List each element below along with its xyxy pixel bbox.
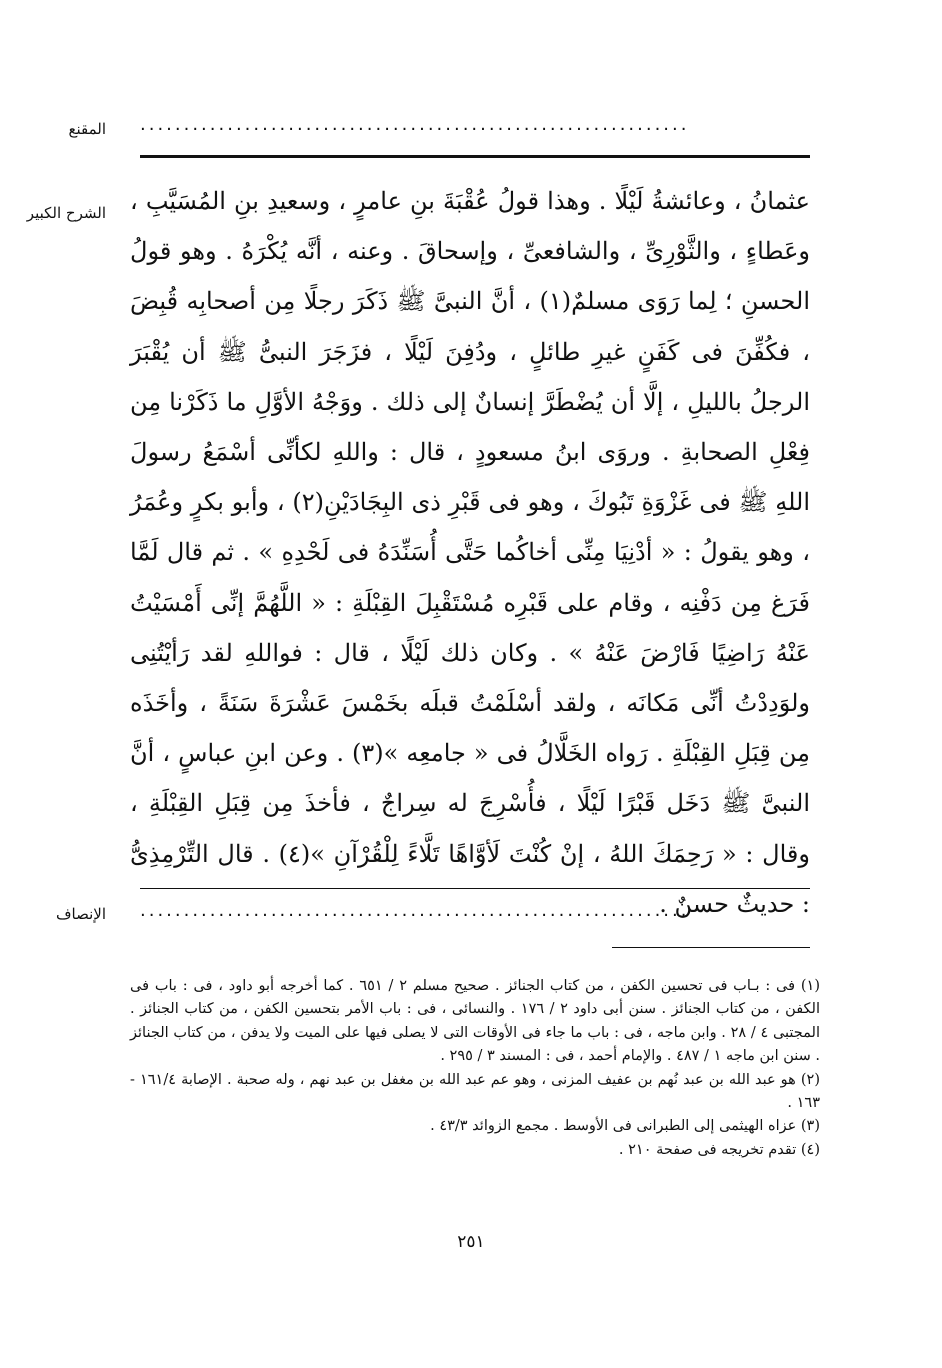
footnote-4: (٤) تقدم تخريجه فى صفحة ٢١٠ . — [618, 1141, 820, 1158]
section-divider — [140, 888, 810, 889]
footnote-1: (١) فى : بـاب فى تحسين الكفن ، من كتاب الجنائز . صحيح مسلم ٢ / ٦٥١ . كما أخرجه أبو داود ، فى : باب فى الكفن ، من كتاب الجنائز . سنن أبى داود ٢ / ١٧٦ . والنسائى ، فى : باب الأمر بتحسين الكفن ، من كتاب الجنائز . المجتبى ٤ / ٢٨ . وابن ماجه ، فى : باب ما جاء فى الأوقات التى لا يصلى فيها على الميت ولا يدفن ، من كتاب الجنائز . سنن ابن ماجه ١ / ٤٨٧ . والإمام أحمد ، فى : المسند ٣ / ٢٩٥ . — [130, 978, 821, 1065]
footnote-3: (٣) عزاه الهيثمى إلى الطبرانى فى الأوسط . مجمع الزوائد ٤٣/٣ . — [430, 1118, 820, 1135]
footnote-separator — [612, 947, 810, 948]
margin-label-sharh-kabir: الشرح الكبير — [26, 204, 106, 222]
header-rule — [140, 155, 810, 158]
header-dotted-line: ............................................................... — [140, 114, 690, 135]
page-number: ٢٥١ — [457, 1232, 485, 1252]
footnotes — [130, 975, 820, 1162]
footnote-2: (٢) هو عبد الله بن عبد نُهم بن عفيف المزنى ، وهو عم عبد الله بن مغفل بن عبد نهم ، وله صحبة . الإصابة ١٦١/٤ - ١٦٣ . — [130, 1071, 820, 1112]
main-commentary-text — [130, 176, 810, 929]
header-title-muqni: المقنع — [68, 120, 106, 138]
insaf-dotted-line: ............................................................... — [140, 900, 690, 921]
margin-label-insaf: الإنصاف — [55, 905, 106, 923]
commentary-paragraph: عثمانُ ، وعائشةُ لَيْلًا . وهذا قولُ عُقْبَةَ بنِ عامرٍ ، وسعيدِ بنِ المُسَيَّبِ ، وعَطاءٍ ، والثَّوْرِىِّ ، والشافعىِّ ، وإسحاقَ . وعنه ، أنَّه يُكْرَهُ . وهو قولُ الحسنِ ؛ لِما رَوَى مسلمٌ(١) ، أنَّ النبىَّ ﷺ ذَكَرَ رجلًا مِن أصحابِه قُبِضَ ، فكُفِّنَ فى كَفَنٍ غيرِ طائلٍ ، ودُفِنَ لَيْلًا ، فزَجَرَ النبىُّ ﷺ أن يُقْبَرَ الرجلُ بالليلِ ، إلَّا أن يُضْطَرَّ إنسانٌ إلى ذلك . ووَجْهُ الأوَّلِ ما ذَكَرْنا مِن فِعْلِ الصحابةِ . وروَى ابنُ مسعودٍ ، قال : واللهِ لكأنِّى أسْمَعُ رسولَ اللهِ ﷺ فى غَزْوَةِ تَبُوكَ ، وهو فى قَبْرِ ذى البِجَادَيْنِ(٢) ، وأبو بكرٍ وعُمَرُ ، وهو يقولُ : « أدْنِيَا مِنِّى أخاكُما حَتَّى أُسَنِّدَهُ فى لَحْدِهِ » . ثم قال لَمَّا فَرَغ مِن دَفْنِه ، وقام على قَبْرِه مُسْتَقْبِلَ القِبْلَةِ : « اللَّهُمَّ إنِّى أَمْسَيْتُ عَنْهُ رَاضِيًا فَارْضَ عَنْهُ » . وكان ذلك لَيْلًا ، قال : فواللهِ لقد رَأيْتُنِى ولوَدِدْتُ أنِّى مَكانَه ، ولقد أسْلَمْتُ قبلَه بخَمْسَ عَشْرَةَ سَنَةً ، وأخَذَه مِن قِبَلِ القِبْلَةِ . رَواه الخَلَّالُ فى « جامعِه »(٣) . وعن ابنِ عباسٍ ، أنَّ النبىَّ ﷺ دَخَل قَبْرًا لَيْلًا ، فأُسْرِجَ له سِراجٌ ، فأخذَ مِن قِبَلِ القِبْلَةِ ، وقال : « رَحِمَكَ اللهُ ، إنْ كُنْتَ لَأوَّاهًا تَلَّاءً لِلْقُرْآنِ »(٤) . قال التِّرْمِذِىُّ : حديثٌ حسنٌ . — [130, 187, 811, 918]
